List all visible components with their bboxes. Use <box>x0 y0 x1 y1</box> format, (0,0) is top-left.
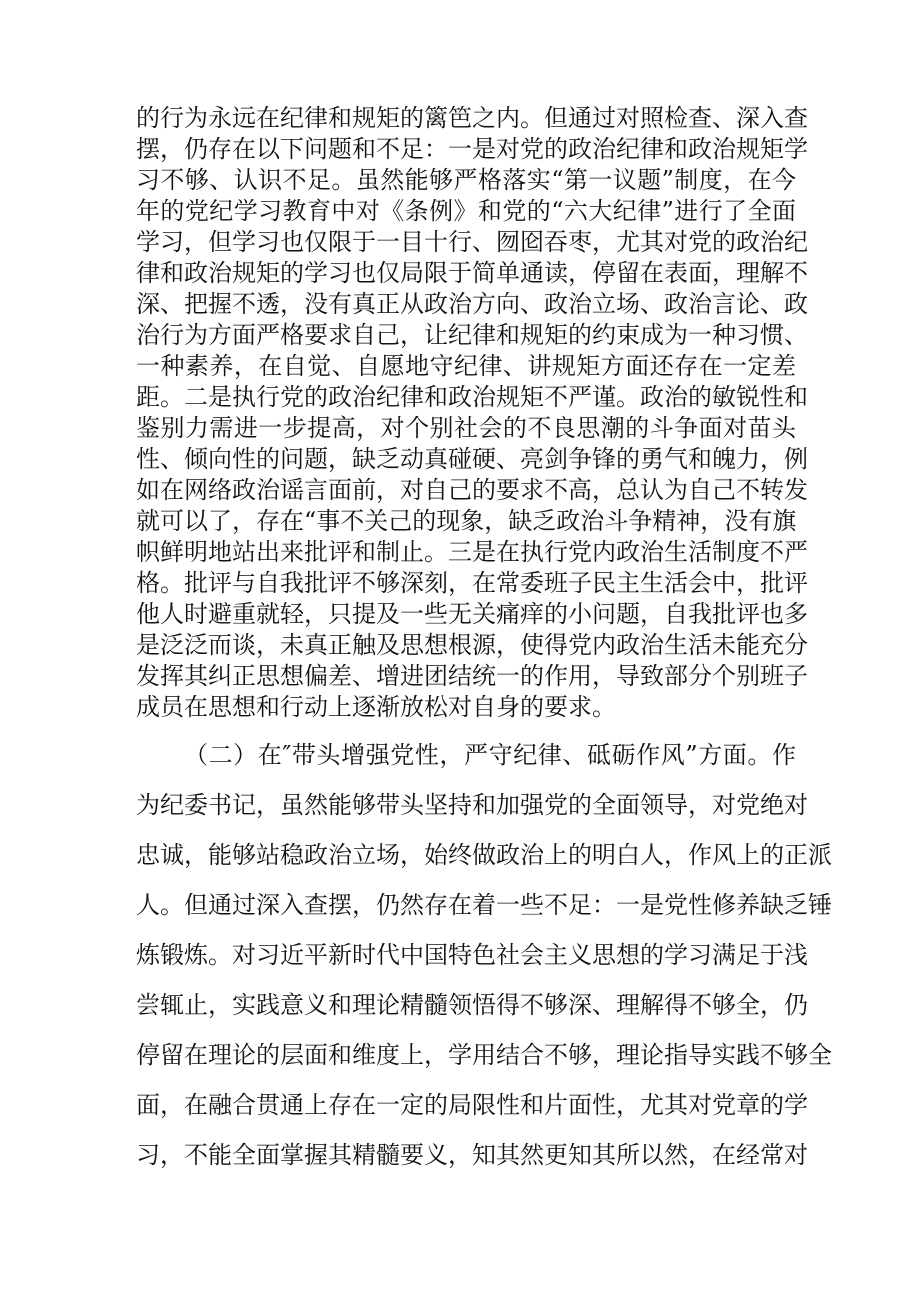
paragraph-2-line: 尝辄止，实践意义和理论精髓领悟得不够深、理解得不够全，仍 <box>136 991 808 1019</box>
paragraph-1-line: 他人时避重就轻，只提及一些无关痛痒的小问题，自我批评也多 <box>136 600 808 628</box>
paragraph-2-line: 停留在理论的层面和维度上，学用结合不够，理论指导实践不够全 <box>136 1041 832 1069</box>
paragraph-1-line: 一种素养，在自觉、自愿地守纪律、讲规矩方面还存在一定差 <box>136 352 796 380</box>
paragraph-1-line: 成员在思想和行动上逐渐放松对自身的要求。 <box>136 693 616 721</box>
paragraph-1-line: 距。二是执行党的政治纪律和政治规矩不严谨。政治的敏锐性和 <box>136 383 808 411</box>
paragraph-2-line: 炼锻炼。对习近平新时代中国特色社会主义思想的学习满足于浅 <box>136 941 808 969</box>
paragraph-1-line: 学习，但学习也仅限于一目十行、囫囵吞枣，尤其对党的政治纪 <box>136 228 808 256</box>
paragraph-2-line: 习，不能全面掌握其精髓要义，知其然更知其所以然，在经常对 <box>136 1141 808 1169</box>
paragraph-1-line: 摆，仍存在以下问题和不足：一是对党的政治纪律和政治规矩学 <box>136 135 808 163</box>
paragraph-1-line: 鉴别力需进一步提高，对个别社会的不良思潮的斗争面对苗头 <box>136 414 796 442</box>
paragraph-1-line: 的行为永远在纪律和规矩的篱笆之内。但通过对照检查、深入查 <box>136 104 808 132</box>
paragraph-1-line: 是泛泛而谈，未真正触及思想根源，使得党内政治生活未能充分 <box>136 631 808 659</box>
paragraph-1-line: 年的党纪学习教育中对《条例》和党的“六大纪律”进行了全面 <box>136 197 796 225</box>
paragraph-1-line: 格。批评与自我批评不够深刻，在常委班子民主生活会中，批评 <box>136 569 808 597</box>
paragraph-1-line: 律和政治规矩的学习也仅局限于简单通读，停留在表面，理解不 <box>136 259 808 287</box>
paragraph-1-line: 就可以了，存在“事不关己的现象，缺乏政治斗争精神，没有旗 <box>136 507 797 535</box>
paragraph-1-line: 性、倾向性的问题，缺乏动真碰硬、亮剑争锋的勇气和魄力，例 <box>136 445 808 473</box>
paragraph-2-line: 为纪委书记，虽然能够带头坚持和加强党的全面领导，对党绝对 <box>136 791 808 819</box>
paragraph-2-line: （二）在″带头增强党性，严守纪律、砥砺作风”方面。作 <box>184 741 796 769</box>
paragraph-1-line: 深、把握不透，没有真正从政治方向、政治立场、政治言论、政 <box>136 290 808 318</box>
paragraph-2-line: 忠诚，能够站稳政治立场，始终做政治上的明白人，作风上的正派 <box>136 841 832 869</box>
paragraph-1-line: 如在网络政治谣言面前，对自己的要求不高，总认为自己不转发 <box>136 476 808 504</box>
paragraph-1-line: 治行为方面严格要求自己，让纪律和规矩的约束成为一种习惯、 <box>136 321 808 349</box>
paragraph-2-line: 面，在融合贯通上存在一定的局限性和片面性，尤其对党章的学 <box>136 1091 808 1119</box>
paragraph-1-line: 习不够、认识不足。虽然能够严格落实“第一议题”制度，在今 <box>136 166 796 194</box>
paragraph-1-line: 帜鲜明地站出来批评和制止。三是在执行党内政治生活制度不严 <box>136 538 808 566</box>
paragraph-2-line: 人。但通过深入查摆，仍然存在着一些不足：一是党性修养缺乏锤 <box>136 891 832 919</box>
paragraph-1-line: 发挥其纠正思想偏差、增进团结统一的作用，导致部分个别班子 <box>136 662 808 690</box>
